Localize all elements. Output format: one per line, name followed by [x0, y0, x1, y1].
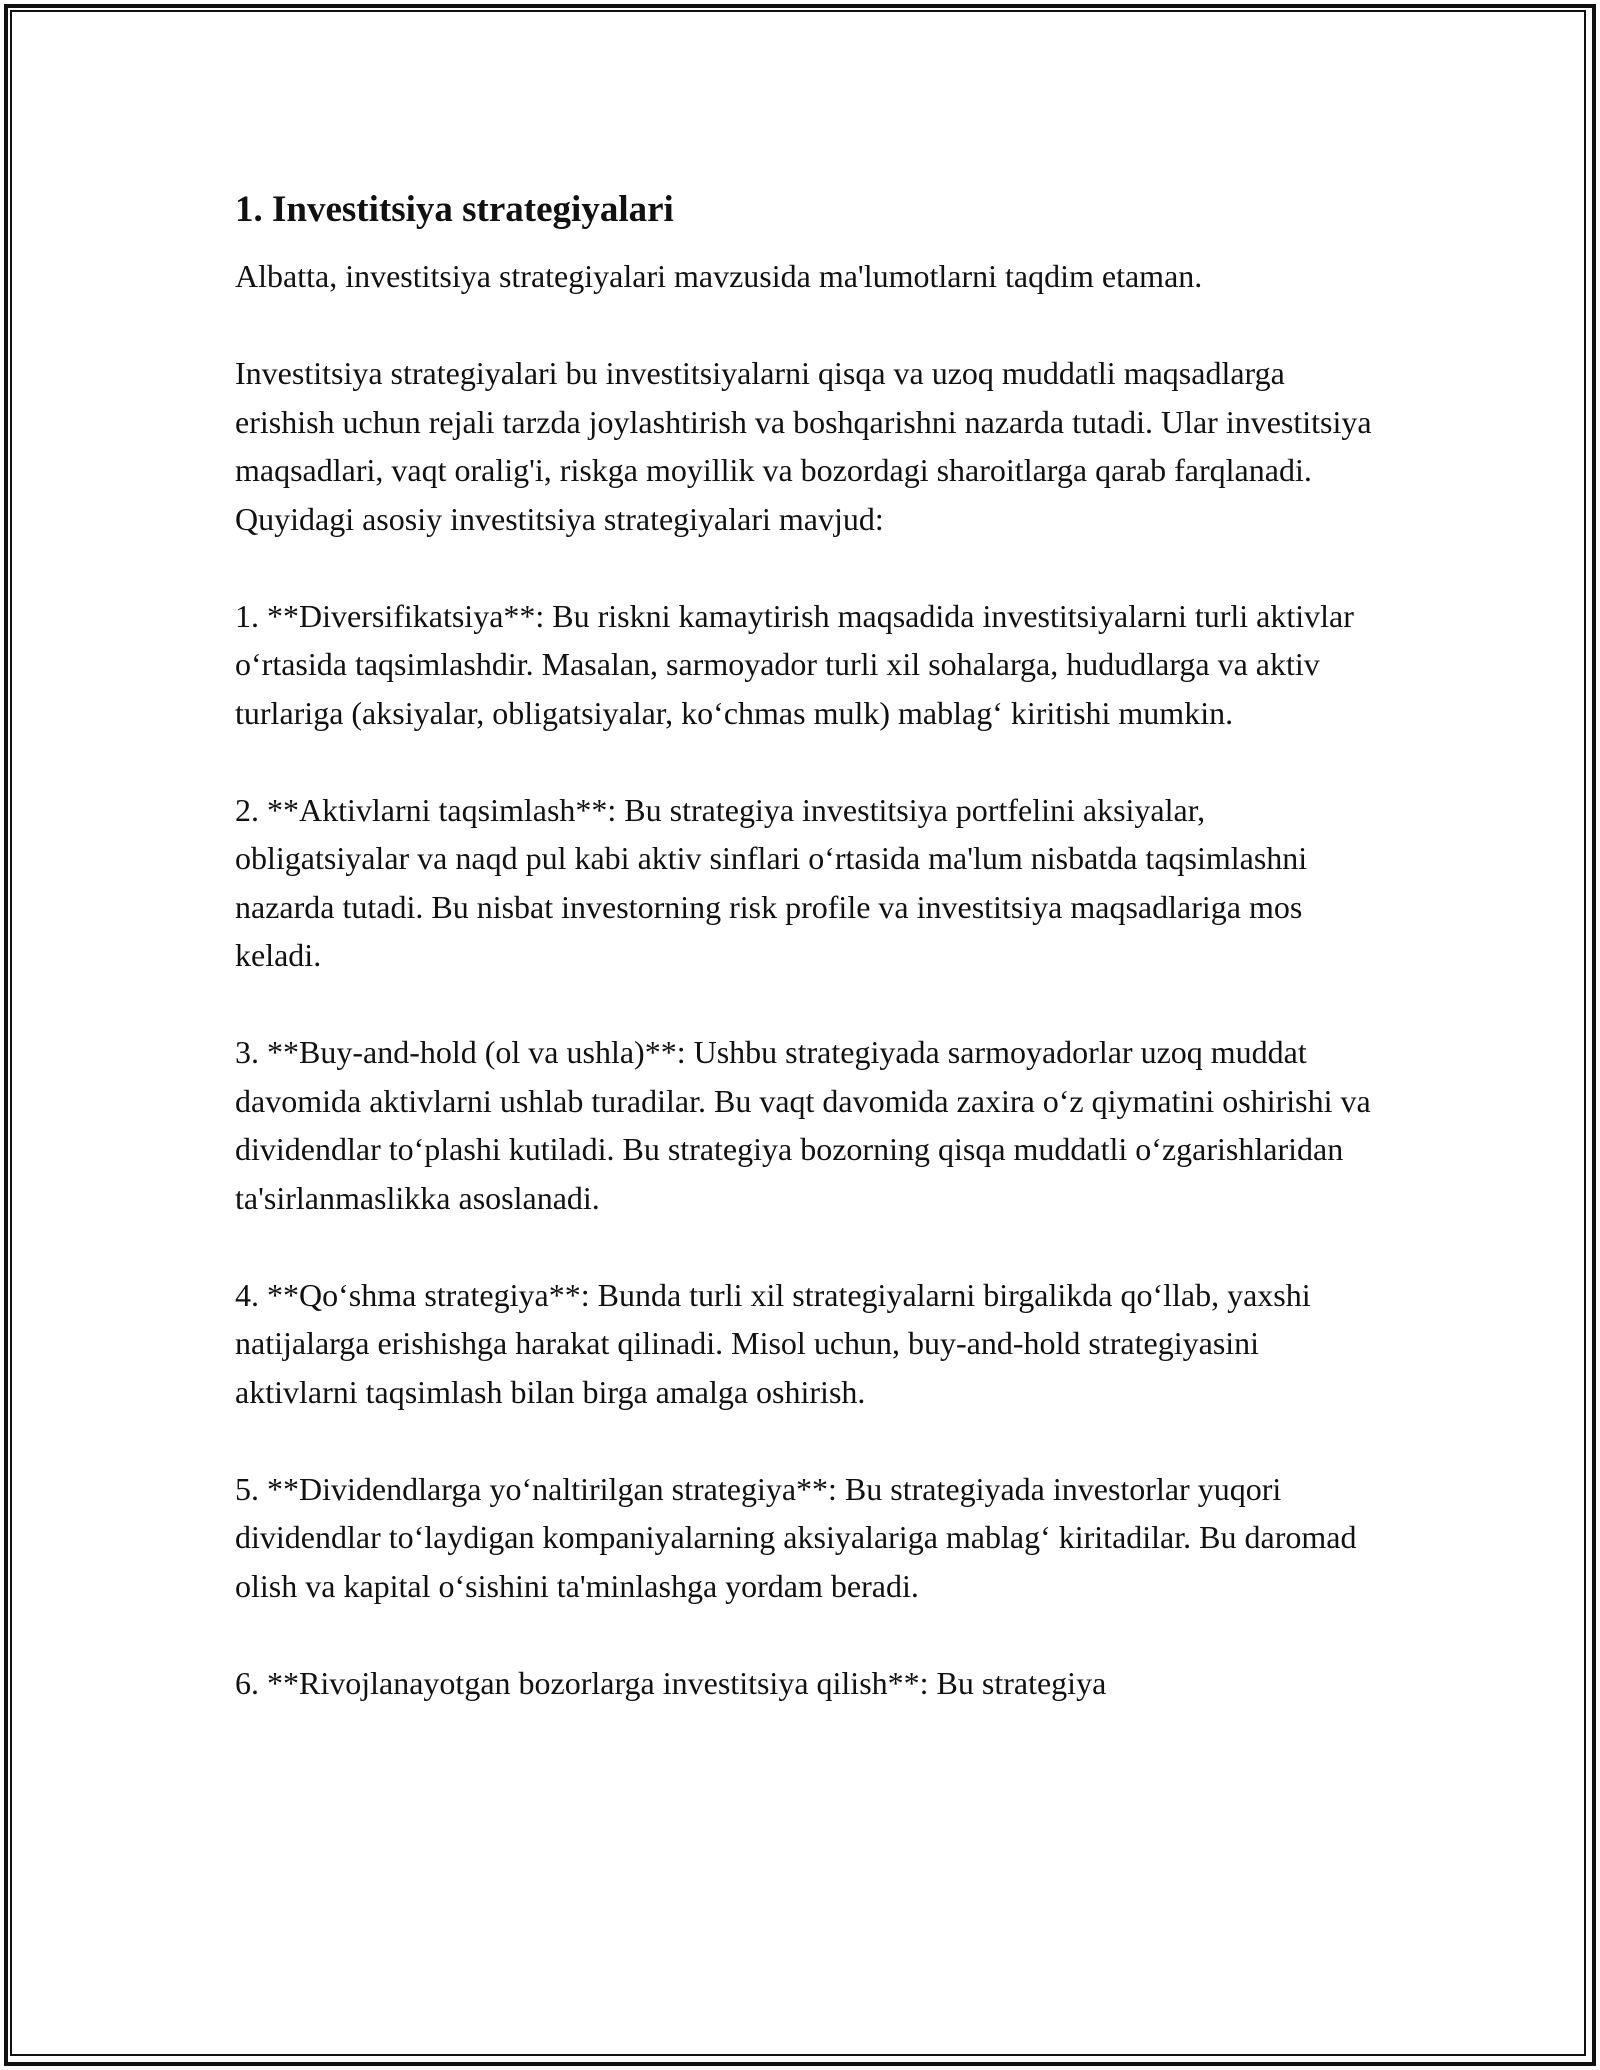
strategy-item-asset-allocation: 2. **Aktivlarni taqsimlash**: Bu strategiya investitsiya portfelini aksiyalar, obligatsiyalar va naqd pul kabi aktiv sinflari o‘rtasida ma'lum nisbatda taqsimlashni nazarda tutadi. Bu nisbat investorning risk profile va investitsiya maqsadlariga mos keladi. — [235, 791, 1308, 973]
strategy-item-buy-and-hold: 3. **Buy-and-hold (ol va ushla)**: Ushbu strategiyada sarmoyadorlar uzoq muddat davomida aktivlarni ushlab turadilar. Bu vaqt davomida zaxira o‘z qiymatini oshirishi va dividendlar to‘plashi kutiladi. Bu strategiya bozorning qisqa muddatli o‘zgarishlaridan ta'sirlanmaslikka asoslanadi. — [235, 1034, 1371, 1216]
strategy-item-combined: 4. **Qo‘shma strategiya**: Bunda turli xil strategiyalarni birgalikda qo‘llab, yaxshi natijalarga erishishga harakat qilinadi. Misol uchun, buy-and-hold strategiyasini aktivlarni taqsimlash bilan birga amalga oshirish. — [235, 1276, 1311, 1410]
intro-paragraph: Albatta, investitsiya strategiyalari mavzusida ma'lumotlarni taqdim etaman. — [235, 258, 1203, 294]
overview-paragraph: Investitsiya strategiyalari bu investitsiyalarni qisqa va uzoq muddatli maqsadlarga erishish uchun rejali tarzda joylashtirish va boshqarishni nazarda tutadi. Ular investitsiya maqsadlari, vaqt oralig'i, riskga moyillik va bozordagi sharoitlarga qarab farqlanadi. Quyidagi asosiy investitsiya strategiyalari mavjud: — [235, 355, 1372, 537]
strategy-item-emerging-markets: 6. **Rivojlanayotgan bozorlarga investitsiya qilish**: Bu strategiya — [235, 1664, 1107, 1701]
document-body — [235, 186, 1375, 1707]
section-heading: 1. Investitsiya strategiyalari — [235, 189, 674, 230]
strategy-item-dividend: 5. **Dividendlarga yo‘naltirilgan strategiya**: Bu strategiyada investorlar yuqori dividendlar to‘laydigan kompaniyalarning aksiyalariga mablag‘ kiritadilar. Bu daromad olish va kapital o‘sishini ta'minlashga yordam beradi. — [235, 1470, 1357, 1604]
strategy-item-diversification: 1. **Diversifikatsiya**: Bu riskni kamaytirish maqsadida investitsiyalarni turli aktivlar o‘rtasida taqsimlashdir. Masalan, sarmoyador turli xil sohalarga, hududlarga va aktiv turlariga (aksiyalar, obligatsiyalar, ko‘chmas mulk) mablag‘ kiritishi mumkin. — [235, 597, 1354, 731]
